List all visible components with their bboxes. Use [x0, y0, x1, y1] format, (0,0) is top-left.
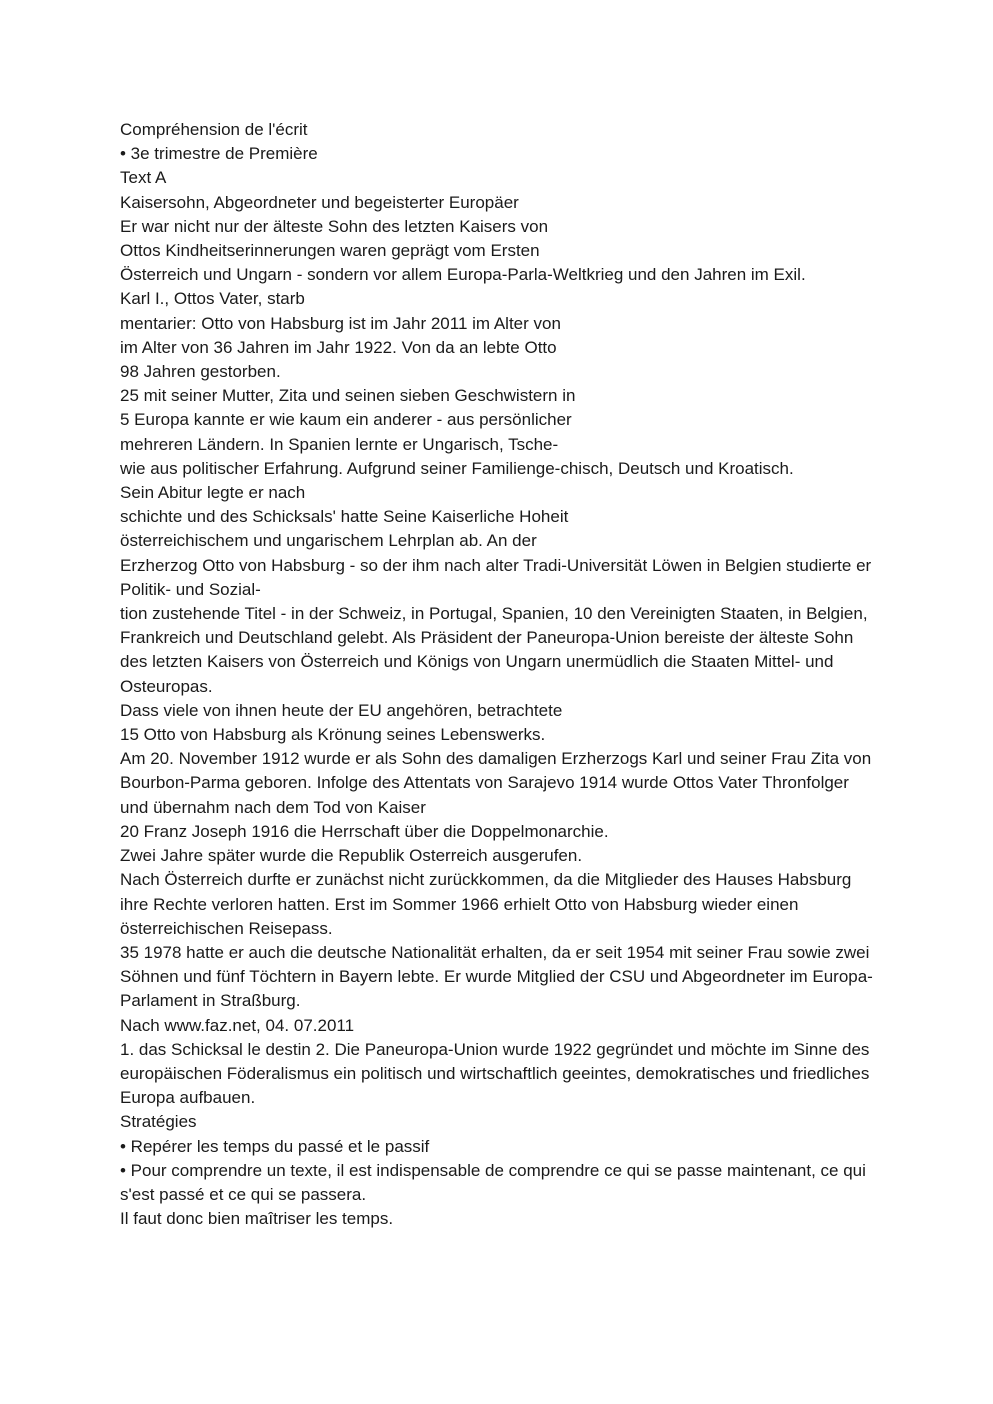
body-line: wie aus politischer Erfahrung. Aufgrund seiner Familienge-chisch, Deutsch und Kroatisch. [120, 458, 794, 478]
trimester-line: • 3e trimestre de Première [120, 144, 318, 164]
body-line: Österreich und Ungarn - sondern vor allem Europa-Parla-Weltkrieg und den Jahren im Exil. [120, 265, 806, 285]
text-label: Text A [120, 168, 167, 188]
body-paragraph: Am 20. November 1912 wurde er als Sohn des damaligen Erzherzogs Karl und seiner Frau Zita von Bourbon-Parma geboren. Infolge des Attentats von Sarajevo 1914 wurde Ottos Vater Thronfolger und übernahm nach dem Tod von Kaiser [120, 749, 872, 817]
source-line: Nach www.faz.net, 04. 07.2011 [120, 1015, 355, 1035]
body-line: im Alter von 36 Jahren im Jahr 1922. Von da an lebte Otto [120, 337, 557, 357]
body-line: 15 Otto von Habsburg als Krönung seines Lebenswerks. [120, 725, 546, 745]
body-line: mehreren Ländern. In Spanien lernte er Ungarisch, Tsche- [120, 434, 559, 454]
strategy-bullet: • Repérer les temps du passé et le passif [120, 1136, 430, 1156]
body-paragraph: Nach Österreich durfte er zunächst nicht zurückkommen, da die Mitglieder des Hauses Habsburg ihre Rechte verloren hatten. Erst im Sommer 1966 erhielt Otto von Habsburg wieder einen österreichischen Reisepass. [120, 870, 852, 938]
body-paragraph: 35 1978 hatte er auch die deutsche Nationalität erhalten, da er seit 1954 mit seiner Frau sowie zwei Söhnen und fünf Töchtern in Bayern lebte. Er wurde Mitglied der CSU und Abgeordneter im Europa-Parlament in Straßburg. [120, 942, 873, 1011]
body-line: 20 Franz Joseph 1916 die Herrschaft über die Doppelmonarchie. [120, 821, 609, 841]
body-paragraph: tion zustehende Titel - in der Schweiz, in Portugal, Spanien, 10 den Vereinigten Staaten, in Belgien, Frankreich und Deutschland gelebt. Als Präsident der Paneuropa-Union bereiste der älteste Sohn des letzten Kaisers von Österreich und Königs von Ungarn unermüdlich die Staaten Mittel- und Osteuropas. [120, 604, 868, 696]
strategy-conclusion: Il faut donc bien maîtriser les temps. [120, 1209, 394, 1229]
strategies-heading: Stratégies [120, 1112, 197, 1132]
section-title: Compréhension de l'écrit [120, 120, 308, 139]
body-line: 25 mit seiner Mutter, Zita und seinen sieben Geschwistern in [120, 386, 576, 406]
body-line: österreichischem und ungarischem Lehrplan ab. An der [120, 531, 537, 551]
article-title: Kaisersohn, Abgeordneter und begeisterter Europäer [120, 192, 519, 212]
document-page [120, 118, 880, 1231]
body-line: Sein Abitur legte er nach [120, 483, 306, 503]
body-line: Zwei Jahre später wurde die Republik Osterreich ausgerufen. [120, 846, 583, 866]
strategy-bullet: • Pour comprendre un texte, il est indispensable de comprendre ce qui se passe maintenant, ce qui s'est passé et ce qui se passera. [120, 1160, 866, 1204]
body-line: Er war nicht nur der älteste Sohn des letzten Kaisers von [120, 216, 549, 236]
body-line: Dass viele von ihnen heute der EU angehören, betrachtete [120, 700, 563, 720]
footnotes: 1. das Schicksal le destin 2. Die Paneuropa-Union wurde 1922 gegründet und möchte im Sinne des europäischen Föderalismus ein politisch und wirtschaftlich geeintes, demokratisches und friedliches Europa aufbauen. [120, 1039, 870, 1108]
body-line: mentarier: Otto von Habsburg ist im Jahr 2011 im Alter von [120, 313, 561, 333]
body-line: Karl I., Ottos Vater, starb [120, 289, 305, 309]
body-line: schichte und des Schicksals' hatte Seine Kaiserliche Hoheit [120, 507, 569, 527]
body-line: 98 Jahren gestorben. [120, 362, 281, 382]
body-line: 5 Europa kannte er wie kaum ein anderer - aus persönlicher [120, 410, 572, 430]
body-line: Ottos Kindheitserinnerungen waren geprägt vom Ersten [120, 241, 540, 261]
body-paragraph: Erzherzog Otto von Habsburg - so der ihm nach alter Tradi-Universität Löwen in Belgien studierte er Politik- und Sozial- [120, 555, 872, 599]
